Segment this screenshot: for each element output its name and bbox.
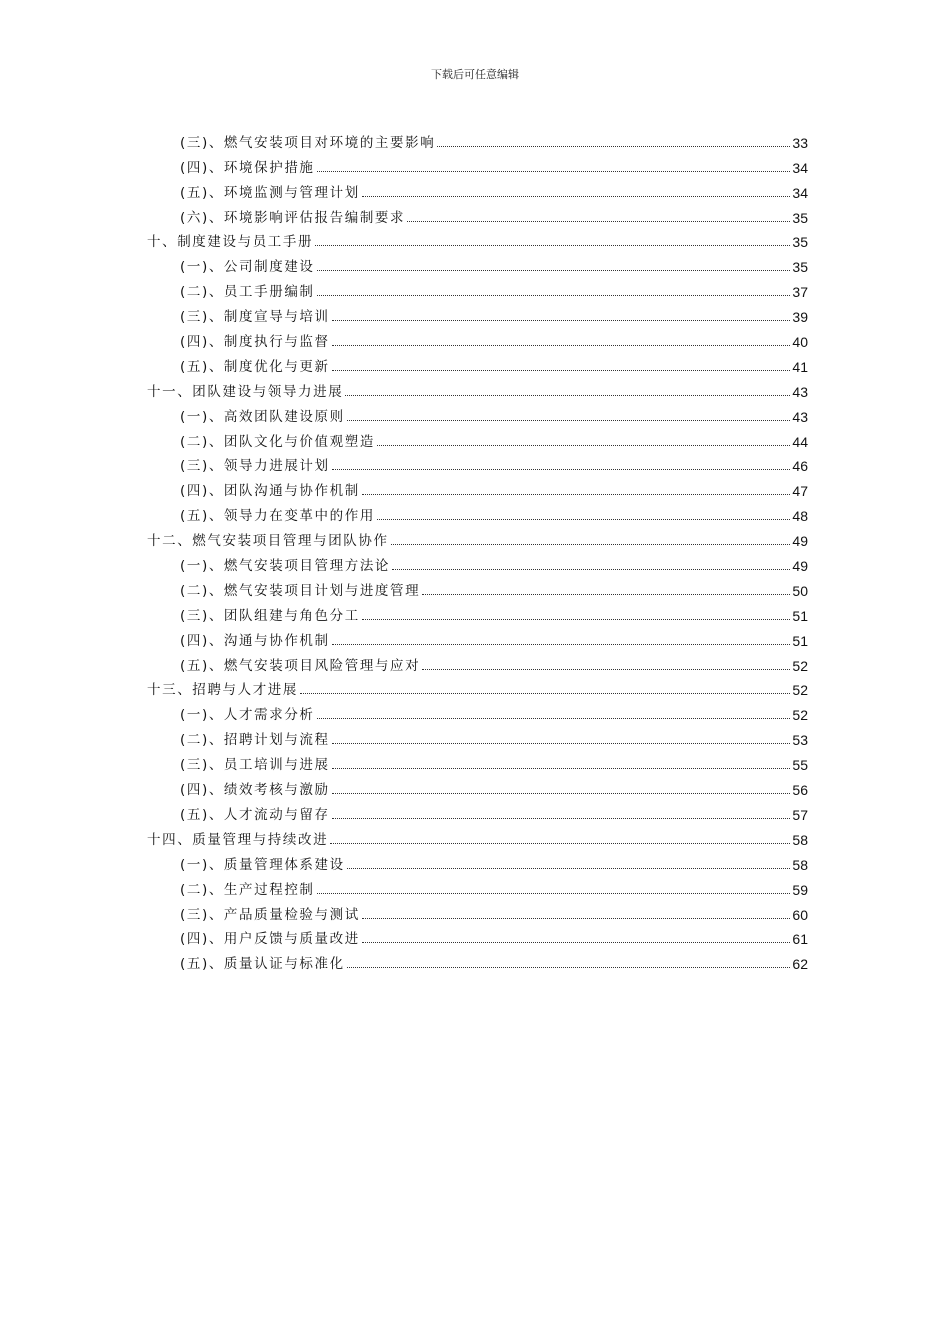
toc-dot-leader: [392, 569, 790, 570]
toc-chapter-entry[interactable]: [147, 226, 808, 251]
toc-dot-leader: [317, 718, 791, 719]
toc-entry-page-number: 43: [792, 383, 808, 400]
toc-entry-page-number: 35: [792, 234, 808, 251]
toc-entry-page-number: 59: [792, 881, 808, 898]
toc-entry-page-number: 35: [792, 209, 808, 226]
toc-entry-title: 十三、招聘与人才进展: [147, 682, 298, 699]
toc-dot-leader: [330, 843, 790, 844]
toc-dot-leader: [362, 196, 791, 197]
toc-entry-page-number: 52: [792, 657, 808, 674]
toc-dot-leader: [332, 743, 791, 744]
toc-section-entry[interactable]: [147, 474, 808, 499]
toc-entry-page-number: 51: [792, 632, 808, 649]
toc-entry-page-number: 58: [792, 831, 808, 848]
toc-section-entry[interactable]: [147, 176, 808, 201]
toc-entry-title: 十二、燃气安装项目管理与团队协作: [147, 533, 389, 550]
toc-section-entry[interactable]: [147, 300, 808, 325]
toc-section-entry[interactable]: [147, 624, 808, 649]
toc-section-entry[interactable]: [147, 450, 808, 475]
toc-entry-page-number: 46: [792, 458, 808, 475]
toc-dot-leader: [391, 544, 791, 545]
toc-dot-leader: [332, 370, 791, 371]
toc-section-entry[interactable]: [147, 350, 808, 375]
toc-entry-page-number: 49: [792, 533, 808, 550]
table-of-contents: [147, 126, 808, 972]
toc-entry-title: (二)、招聘计划与流程: [180, 732, 330, 749]
toc-entry-title: (四)、环境保护措施: [180, 159, 315, 176]
toc-entry-page-number: 39: [792, 309, 808, 326]
toc-section-entry[interactable]: [147, 898, 808, 923]
toc-entry-title: (四)、团队沟通与协作机制: [180, 483, 360, 500]
toc-chapter-entry[interactable]: [147, 674, 808, 699]
toc-dot-leader: [362, 942, 791, 943]
toc-entry-page-number: 33: [792, 134, 808, 151]
toc-dot-leader: [407, 221, 790, 222]
toc-dot-leader: [377, 519, 790, 520]
toc-entry-title: (三)、产品质量检验与测试: [180, 906, 360, 923]
toc-entry-page-number: 44: [792, 433, 808, 450]
toc-section-entry[interactable]: [147, 923, 808, 948]
toc-entry-title: 十、制度建设与员工手册: [147, 234, 314, 251]
toc-dot-leader: [317, 171, 791, 172]
toc-entry-title: (六)、环境影响评估报告编制要求: [180, 209, 406, 226]
toc-section-entry[interactable]: [147, 599, 808, 624]
toc-dot-leader: [422, 594, 790, 595]
toc-section-entry[interactable]: [147, 947, 808, 972]
toc-entry-page-number: 57: [792, 806, 808, 823]
toc-entry-title: (一)、公司制度建设: [180, 259, 315, 276]
toc-entry-title: (一)、高效团队建设原则: [180, 408, 345, 425]
toc-dot-leader: [362, 619, 791, 620]
toc-dot-leader: [347, 868, 791, 869]
toc-entry-page-number: 55: [792, 757, 808, 774]
toc-entry-title: (二)、员工手册编制: [180, 284, 315, 301]
toc-dot-leader: [332, 644, 791, 645]
toc-entry-title: (三)、燃气安装项目对环境的主要影响: [180, 134, 436, 151]
toc-entry-page-number: 41: [792, 358, 808, 375]
toc-section-entry[interactable]: [147, 798, 808, 823]
toc-entry-title: (二)、团队文化与价值观塑造: [180, 433, 375, 450]
toc-section-entry[interactable]: [147, 151, 808, 176]
toc-dot-leader: [317, 295, 791, 296]
toc-entry-title: (四)、沟通与协作机制: [180, 632, 330, 649]
toc-section-entry[interactable]: [147, 649, 808, 674]
toc-section-entry[interactable]: [147, 748, 808, 773]
toc-entry-title: (五)、领导力在变革中的作用: [180, 508, 375, 525]
toc-dot-leader: [332, 345, 791, 346]
toc-entry-title: (三)、团队组建与角色分工: [180, 607, 360, 624]
toc-entry-page-number: 52: [792, 682, 808, 699]
toc-entry-page-number: 34: [792, 184, 808, 201]
toc-section-entry[interactable]: [147, 723, 808, 748]
toc-dot-leader: [332, 818, 791, 819]
toc-entry-title: (五)、环境监测与管理计划: [180, 184, 360, 201]
toc-entry-title: (一)、质量管理体系建设: [180, 856, 345, 873]
toc-entry-page-number: 60: [792, 906, 808, 923]
toc-entry-title: (五)、燃气安装项目风险管理与应对: [180, 657, 421, 674]
toc-chapter-entry[interactable]: [147, 823, 808, 848]
toc-section-entry[interactable]: [147, 499, 808, 524]
toc-entry-page-number: 62: [792, 956, 808, 973]
toc-entry-title: 十一、团队建设与领导力进展: [147, 383, 344, 400]
page-header: 下载后可任意编辑: [431, 68, 519, 81]
toc-entry-page-number: 47: [792, 483, 808, 500]
toc-section-entry[interactable]: [147, 698, 808, 723]
toc-dot-leader: [345, 395, 790, 396]
toc-dot-leader: [315, 245, 790, 246]
toc-dot-leader: [347, 967, 791, 968]
toc-entry-title: (三)、员工培训与进展: [180, 757, 330, 774]
toc-dot-leader: [347, 420, 791, 421]
toc-dot-leader: [332, 768, 791, 769]
toc-dot-leader: [300, 693, 790, 694]
toc-dot-leader: [437, 146, 790, 147]
toc-entry-title: (五)、质量认证与标准化: [180, 956, 345, 973]
toc-entry-page-number: 58: [792, 856, 808, 873]
toc-entry-title: (一)、人才需求分析: [180, 707, 315, 724]
toc-section-entry[interactable]: [147, 873, 808, 898]
toc-entry-title: (三)、领导力进展计划: [180, 458, 330, 475]
toc-entry-page-number: 50: [792, 582, 808, 599]
toc-dot-leader: [362, 494, 791, 495]
toc-dot-leader: [317, 893, 791, 894]
toc-entry-page-number: 48: [792, 508, 808, 525]
toc-entry-title: (四)、绩效考核与激励: [180, 782, 330, 799]
toc-section-entry[interactable]: [147, 325, 808, 350]
toc-entry-title: (五)、制度优化与更新: [180, 358, 330, 375]
toc-entry-title: (三)、制度宣导与培训: [180, 309, 330, 326]
toc-entry-page-number: 43: [792, 408, 808, 425]
toc-entry-title: (四)、用户反馈与质量改进: [180, 931, 360, 948]
toc-dot-leader: [332, 469, 791, 470]
toc-entry-title: (二)、燃气安装项目计划与进度管理: [180, 582, 421, 599]
toc-entry-page-number: 49: [792, 558, 808, 575]
toc-section-entry[interactable]: [147, 250, 808, 275]
toc-section-entry[interactable]: [147, 574, 808, 599]
toc-section-entry[interactable]: [147, 425, 808, 450]
toc-dot-leader: [332, 793, 791, 794]
toc-entry-page-number: 34: [792, 159, 808, 176]
toc-section-entry[interactable]: [147, 549, 808, 574]
toc-entry-title: (五)、人才流动与留存: [180, 806, 330, 823]
toc-entry-page-number: 35: [792, 259, 808, 276]
toc-entry-page-number: 52: [792, 707, 808, 724]
toc-entry-page-number: 53: [792, 732, 808, 749]
toc-section-entry[interactable]: [147, 848, 808, 873]
toc-entry-page-number: 61: [792, 931, 808, 948]
toc-entry-title: (二)、生产过程控制: [180, 881, 315, 898]
toc-entry-page-number: 56: [792, 782, 808, 799]
toc-dot-leader: [317, 270, 791, 271]
toc-entry-page-number: 37: [792, 284, 808, 301]
toc-dot-leader: [362, 918, 791, 919]
toc-section-entry[interactable]: [147, 275, 808, 300]
toc-dot-leader: [422, 669, 790, 670]
toc-entry-page-number: 40: [792, 334, 808, 351]
toc-section-entry[interactable]: [147, 400, 808, 425]
toc-dot-leader: [377, 445, 790, 446]
toc-chapter-entry[interactable]: [147, 375, 808, 400]
toc-section-entry[interactable]: [147, 773, 808, 798]
toc-entry-page-number: 51: [792, 607, 808, 624]
toc-entry-title: (四)、制度执行与监督: [180, 334, 330, 351]
toc-section-entry[interactable]: [147, 126, 808, 151]
toc-dot-leader: [332, 320, 791, 321]
toc-chapter-entry[interactable]: [147, 524, 808, 549]
toc-entry-title: 十四、质量管理与持续改进: [147, 831, 329, 848]
toc-entry-title: (一)、燃气安装项目管理方法论: [180, 558, 391, 575]
toc-section-entry[interactable]: [147, 201, 808, 226]
